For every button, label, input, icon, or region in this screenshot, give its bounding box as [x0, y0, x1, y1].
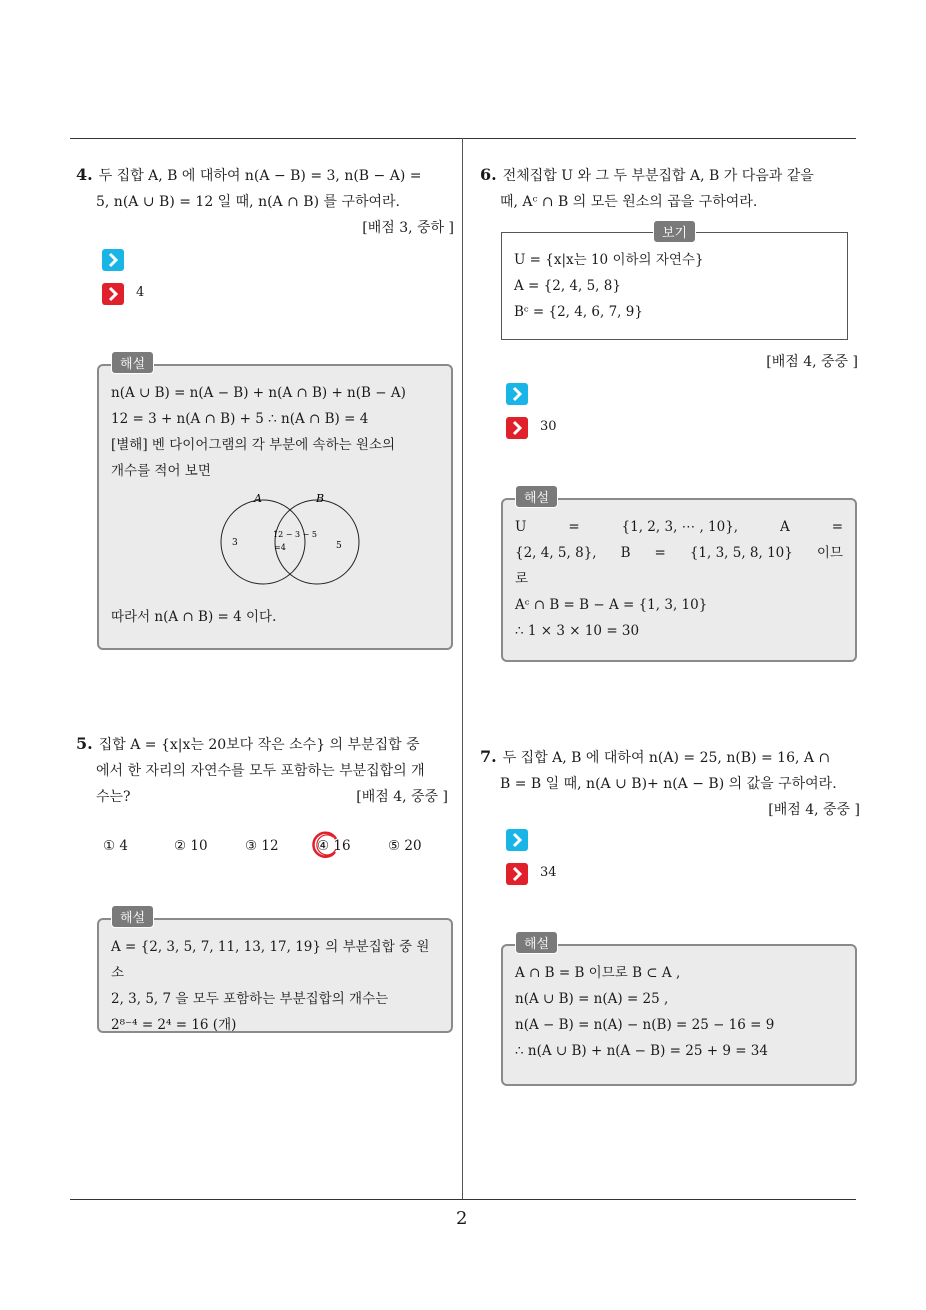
question-text: 에서 한 자리의 자연수를 모두 포함하는 부분집합의 개: [96, 763, 425, 779]
solution-line: {2, 4, 5, 8}, B = {1, 3, 5, 8, 10} 이므: [515, 545, 843, 561]
top-rule: [70, 138, 856, 139]
solution-label: 해설: [515, 931, 558, 954]
bogi-line: Bᶜ = {2, 4, 6, 7, 9}: [514, 304, 643, 320]
bogi-line: A = {2, 4, 5, 8}: [514, 278, 621, 294]
solution-line: [별해] 벤 다이어그램의 각 부분에 속하는 원소의: [111, 437, 396, 453]
question-4: [76, 162, 454, 241]
question-number: 5.: [76, 734, 93, 753]
solution-box: [501, 498, 857, 662]
solution-line: 2, 3, 5, 7 을 모두 포함하는 부분집합의 개수는: [111, 991, 389, 1007]
venn-right-count: 5: [336, 541, 342, 551]
venn-label-b: B: [316, 492, 325, 505]
question-number: 7.: [480, 747, 497, 766]
question-7: [480, 744, 860, 823]
question-text: 두 집합 A, B 에 대하여 n(A) = 25, n(B) = 16, A ∩: [502, 750, 831, 766]
question-text: 두 집합 A, B 에 대하여 n(A − B) = 3, n(B − A) =: [98, 168, 422, 184]
solution-line: 로: [515, 571, 529, 587]
score-meta: [배점 4, 중중 ]: [766, 354, 858, 370]
solution-conclusion: 따라서 n(A ∩ B) = 4 이다.: [111, 609, 277, 625]
question-6: [480, 162, 860, 215]
question-text: 집합 A = {x|x는 20보다 작은 소수} 의 부분집합 중: [98, 737, 420, 753]
solution-line: 12 = 3 + n(A ∩ B) + 5 ∴ n(A ∩ B) = 4: [111, 411, 369, 427]
bogi-box: [501, 232, 848, 340]
solution-line: ∴ 1 × 3 × 10 = 30: [515, 623, 640, 639]
choice-1[interactable]: ① 4: [103, 838, 128, 854]
venn-left-count: 3: [232, 538, 238, 548]
question-text: B = B 일 때, n(A ∪ B)+ n(A − B) 의 값을 구하여라.: [500, 776, 837, 792]
column-divider: [462, 138, 463, 1200]
solution-line: A = {2, 3, 5, 7, 11, 13, 17, 19} 의 부분집합 중 원소: [111, 939, 430, 981]
solution-box: [97, 918, 453, 1033]
hint-arrow-icon[interactable]: [102, 249, 124, 271]
bogi-line: U = {x|x는 10 이하의 자연수}: [514, 252, 704, 268]
answer-value: 4: [136, 285, 145, 300]
score-meta: [배점 3, 중하 ]: [362, 220, 454, 236]
solution-line: n(A ∪ B) = n(A) = 25 ,: [515, 991, 669, 1007]
question-number: 4.: [76, 165, 93, 184]
solution-label: 해설: [111, 351, 154, 374]
venn-middle-result: =4: [274, 543, 286, 552]
page-number: 2: [456, 1208, 468, 1229]
choice-2[interactable]: ② 10: [174, 838, 208, 854]
question-text: 수는?: [96, 789, 131, 805]
score-meta: [배점 4, 중중 ]: [356, 789, 448, 805]
solution-line: U = {1, 2, 3, ⋯ , 10}, A =: [515, 519, 843, 535]
solution-label: 해설: [515, 485, 558, 508]
solution-line: n(A ∪ B) = n(A − B) + n(A ∩ B) + n(B − A): [111, 385, 406, 401]
question-text: 5, n(A ∪ B) = 12 일 때, n(A ∩ B) 를 구하여라.: [96, 194, 401, 210]
selected-answer-mark-icon: [309, 829, 341, 861]
solution-box: [97, 364, 453, 650]
venn-middle-count: 12 − 3 − 5: [273, 530, 317, 539]
venn-label-a: A: [254, 492, 262, 505]
solution-line: A ∩ B = B 이므로 B ⊂ A ,: [515, 965, 681, 981]
choice-5[interactable]: ⑤ 20: [388, 838, 422, 854]
solution-line: ∴ n(A ∪ B) + n(A − B) = 25 + 9 = 34: [515, 1043, 768, 1059]
answer-arrow-icon[interactable]: [506, 863, 528, 885]
question-text: 전체집합 U 와 그 두 부분집합 A, B 가 다음과 같을: [502, 168, 814, 184]
solution-line: n(A − B) = n(A) − n(B) = 25 − 16 = 9: [515, 1017, 775, 1033]
bottom-rule: [70, 1199, 856, 1200]
venn-diagram: [204, 488, 404, 588]
answer-value: 34: [540, 865, 557, 880]
choice-3[interactable]: ③ 12: [245, 838, 279, 854]
answer-arrow-icon[interactable]: [102, 283, 124, 305]
answer-value: 30: [540, 419, 557, 434]
solution-line: Aᶜ ∩ B = B − A = {1, 3, 10}: [515, 597, 708, 613]
bogi-label: 보기: [653, 220, 696, 243]
solution-line: 개수를 적어 보면: [111, 463, 211, 479]
choice-4[interactable]: ④ 16: [317, 838, 351, 854]
question-text: 때, Aᶜ ∩ B 의 모든 원소의 곱을 구하여라.: [500, 194, 758, 210]
hint-arrow-icon[interactable]: [506, 829, 528, 851]
solution-line: 2⁸⁻⁴ = 2⁴ = 16 (개): [111, 1017, 237, 1033]
hint-arrow-icon[interactable]: [506, 383, 528, 405]
solution-box: [501, 944, 857, 1086]
question-5: [76, 731, 454, 810]
score-meta: [배점 4, 중중 ]: [768, 802, 860, 818]
answer-arrow-icon[interactable]: [506, 417, 528, 439]
solution-label: 해설: [111, 905, 154, 928]
question-number: 6.: [480, 165, 497, 184]
